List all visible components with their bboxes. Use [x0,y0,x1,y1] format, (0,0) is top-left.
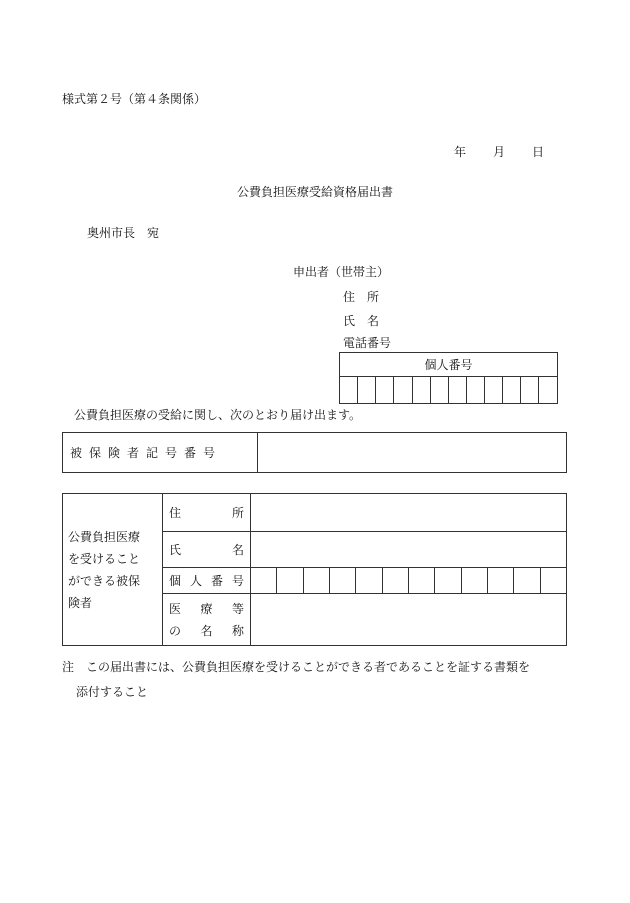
recipient-institution-label-line: の 名 称 [169,623,244,638]
digit-cell[interactable] [412,377,430,404]
digit-cell[interactable] [356,568,382,594]
digit-cell[interactable] [466,377,484,404]
insured-number-table [62,432,567,473]
insured-number-label: 被保険者記号番号 [70,446,223,460]
digit-cell[interactable] [251,568,277,594]
digit-cell[interactable] [340,377,358,404]
applicant-phone-label: 電話番号 [343,336,392,350]
recipient-table [62,493,567,646]
recipient-name-label: 氏 名 [169,543,244,557]
digit-cell[interactable] [448,377,466,404]
digit-cell[interactable] [435,568,461,594]
digit-cell[interactable] [503,377,521,404]
recipient-address-field[interactable] [251,494,567,532]
form-label: 様式第２号（第４条関係） [62,92,207,106]
applicant-name-label: 氏 名 [343,314,380,328]
document-title: 公費負担医療受給資格届出書 [236,185,393,199]
digit-cell[interactable] [514,568,540,594]
recipient-label-line: を受けること [68,551,141,566]
digit-cell[interactable] [394,377,412,404]
recipient-my-number-label: 個 人 番 号 [169,574,244,588]
recipient-label [63,494,163,646]
digit-cell[interactable] [329,568,355,594]
digit-cell[interactable] [540,568,566,594]
digit-cell[interactable] [408,568,434,594]
digit-cell[interactable] [382,568,408,594]
recipient-name-field[interactable] [251,532,567,568]
recipient-institution-label [163,594,251,646]
insured-number-field[interactable] [258,433,567,473]
recipient-institution-field[interactable] [251,594,567,646]
digit-cell[interactable] [539,377,558,404]
digit-cell[interactable] [358,377,376,404]
digit-cell[interactable] [430,377,448,404]
note-line-1: 注 この届出書には、公費負担医療を受けることができる者であることを証する書類を [62,660,531,674]
date-year: 年 [454,145,467,159]
intro-text: 公費負担医療の受給に関し、次のとおり届け出ます。 [74,408,362,422]
addressee: 奥州市長 宛 [87,226,160,240]
digit-cell[interactable] [461,568,487,594]
recipient-address-label: 住 所 [169,506,244,520]
applicant-address-label: 住 所 [343,290,380,304]
applicant-my-number-label: 個人番号 [340,353,558,377]
applicant-my-number-box [339,352,558,404]
date-month: 月 [493,145,506,159]
digit-cell[interactable] [487,568,513,594]
digit-cell[interactable] [277,568,303,594]
recipient-label-line: 公費負担医療 [68,529,141,544]
date-day: 日 [532,145,545,159]
recipient-label-line: ができる被保 [68,573,141,588]
recipient-label-line: 険者 [68,595,93,610]
note-line-2: 添付すること [76,685,149,699]
applicant-heading: 申出者（世帯主） [293,265,390,279]
recipient-institution-label-line: 医 療 等 [169,601,244,616]
digit-cell[interactable] [485,377,503,404]
digit-cell[interactable] [521,377,539,404]
digit-cell[interactable] [303,568,329,594]
digit-cell[interactable] [376,377,394,404]
